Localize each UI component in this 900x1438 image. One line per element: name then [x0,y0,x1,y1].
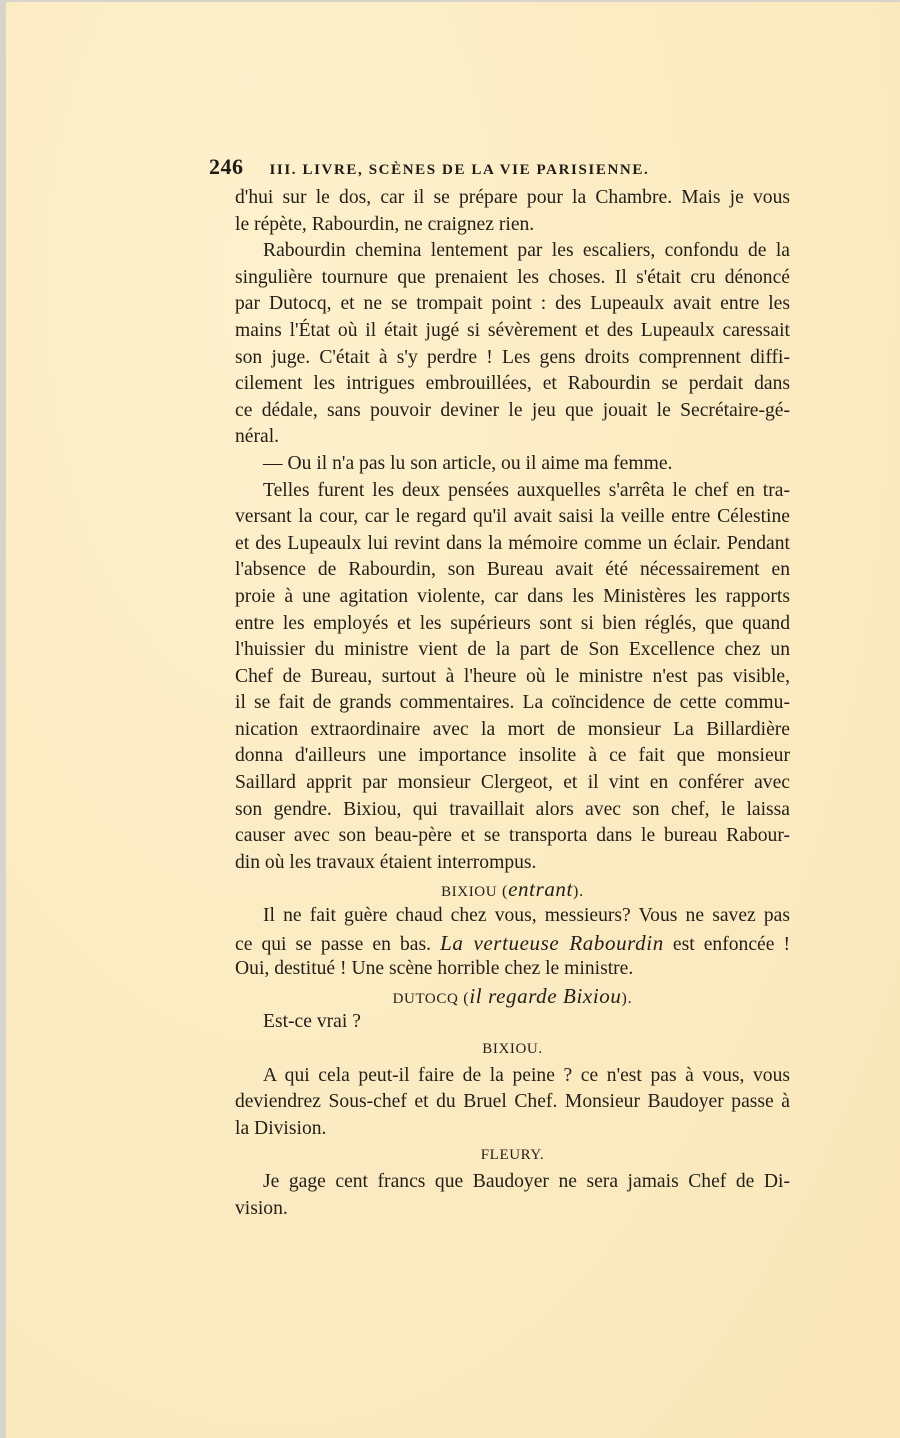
stage-direction: il regarde Bixiou [469,983,622,1008]
dialogue-line: Je gage cent francs que Baudoyer ne sera jamais Chef de Di- [263,1170,790,1192]
text-line: le répète, Rabourdin, ne craignez rien. [235,213,535,235]
speaker-heading-dutocq [235,983,790,1010]
text-line: par Dutocq, et ne se trompait point : des Lupeaulx avait entre les [235,293,790,315]
text-line: d'hui sur le dos, car il se prépare pour la Chambre. Mais je vous [235,187,790,208]
text-line: — Ou il n'a pas lu son article, ou il aime ma femme. [263,452,673,474]
text-line: Rabourdin chemina lentement par les escaliers, confondu de la [263,240,790,262]
dialogue-line: A qui cela peut-il faire de la peine ? ce n'est pas à vous, vous [263,1064,790,1086]
italic-emphasis: La vertueuse Rabourdin [440,930,664,955]
dialogue-line: deviendrez Sous-chef et du Bruel Chef. Monsieur Baudoyer passe à [235,1091,790,1113]
speaker-name: DUTOCQ [392,990,459,1007]
dialogue-line: Il ne fait guère chaud chez vous, messieurs? Vous ne savez pas [263,905,790,927]
text-line: donna d'ailleurs une importance insolite à ce fait que monsieur [235,745,790,767]
text-line: ce dédale, sans pouvoir deviner le jeu que jouait le Secrétaire-gé- [235,399,790,421]
text-line: Chef de Bureau, surtout à l'heure où le ministre n'est pas visible, [235,665,790,687]
text-line: il se fait de grands commentaires. La coïncidence de cette commu- [235,692,790,714]
text-line: din où les travaux étaient interrompus. [235,851,537,873]
speaker-name: BIXIOU. [482,1041,543,1057]
page-number: 246 [209,154,244,179]
text-line: causer avec son beau-père et se transporta dans le bureau Rabour- [235,825,790,847]
page-header [209,154,789,180]
speaker-name: FLEURY. [480,1147,545,1164]
text-line: nication extraordinaire avec la mort de monsieur La Billardière [235,718,790,740]
text-line: l'absence de Rabourdin, son Bureau avait été nécessairement en [235,559,790,581]
dialogue-line [235,930,790,957]
text-line: Telles furent les deux pensées auxquelles s'arrêta le chef en tra- [263,479,790,501]
body-text [235,185,790,1222]
paren-close: ). [621,989,633,1007]
running-head: III. LIVRE, SCÈNES DE LA VIE PARISIENNE. [269,162,650,178]
text-line: Saillard apprit par monsieur Clergeot, et il vint en conférer avec [235,772,790,794]
dialogue-line: la Division. [235,1117,327,1139]
paren-close: ). [572,883,584,901]
speaker-name: BIXIOU [441,884,498,901]
text-line: proie à une agitation violente, car dans les Ministères les rapports [235,585,790,607]
text-line: cilement les intrigues embrouillées, et Rabourdin se perdait dans [235,373,790,395]
text-line: néral. [235,426,280,448]
text-line: entre les employés et les supérieurs sont si bien réglés, que quand [235,612,790,634]
paren-open: ( [463,989,470,1007]
text-line: son juge. C'était à s'y perdre ! Les gens droits comprennent diffi- [235,346,790,368]
paren-open: ( [501,883,509,901]
text-line: l'huissier du ministre vient de la part de Son Excellence chez un [235,639,790,661]
dialogue-fragment: est enfoncée ! [672,933,790,955]
text-line: mains l'État où il était jugé si sévèrement et des Lupeaulx caressait [235,319,790,341]
text-line: versant la cour, car le regard qu'il avait saisi la veille entre Célestine [235,506,790,528]
text-line: et des Lupeaulx lui revint dans la mémoire comme un éclair. Pendant [235,532,790,554]
dialogue-fragment: ce qui se passe en bas. [235,933,432,955]
text-line: singulière tournure que prenaient les choses. Il s'était cru dénoncé [235,266,790,288]
dialogue-line: Oui, destitué ! Une scène horrible chez le ministre. [235,958,634,980]
dialogue-line: Est-ce vrai ? [263,1011,361,1033]
book-page [6,2,900,1438]
stage-direction: entrant [508,877,573,902]
speaker-heading-bixiou [235,876,790,903]
text-line: son gendre. Bixiou, qui travaillait alors avec son chef, le laissa [235,798,790,820]
speaker-heading-fleury [235,1142,790,1169]
dialogue-line: vision. [235,1197,288,1219]
speaker-heading-bixiou [235,1036,790,1063]
